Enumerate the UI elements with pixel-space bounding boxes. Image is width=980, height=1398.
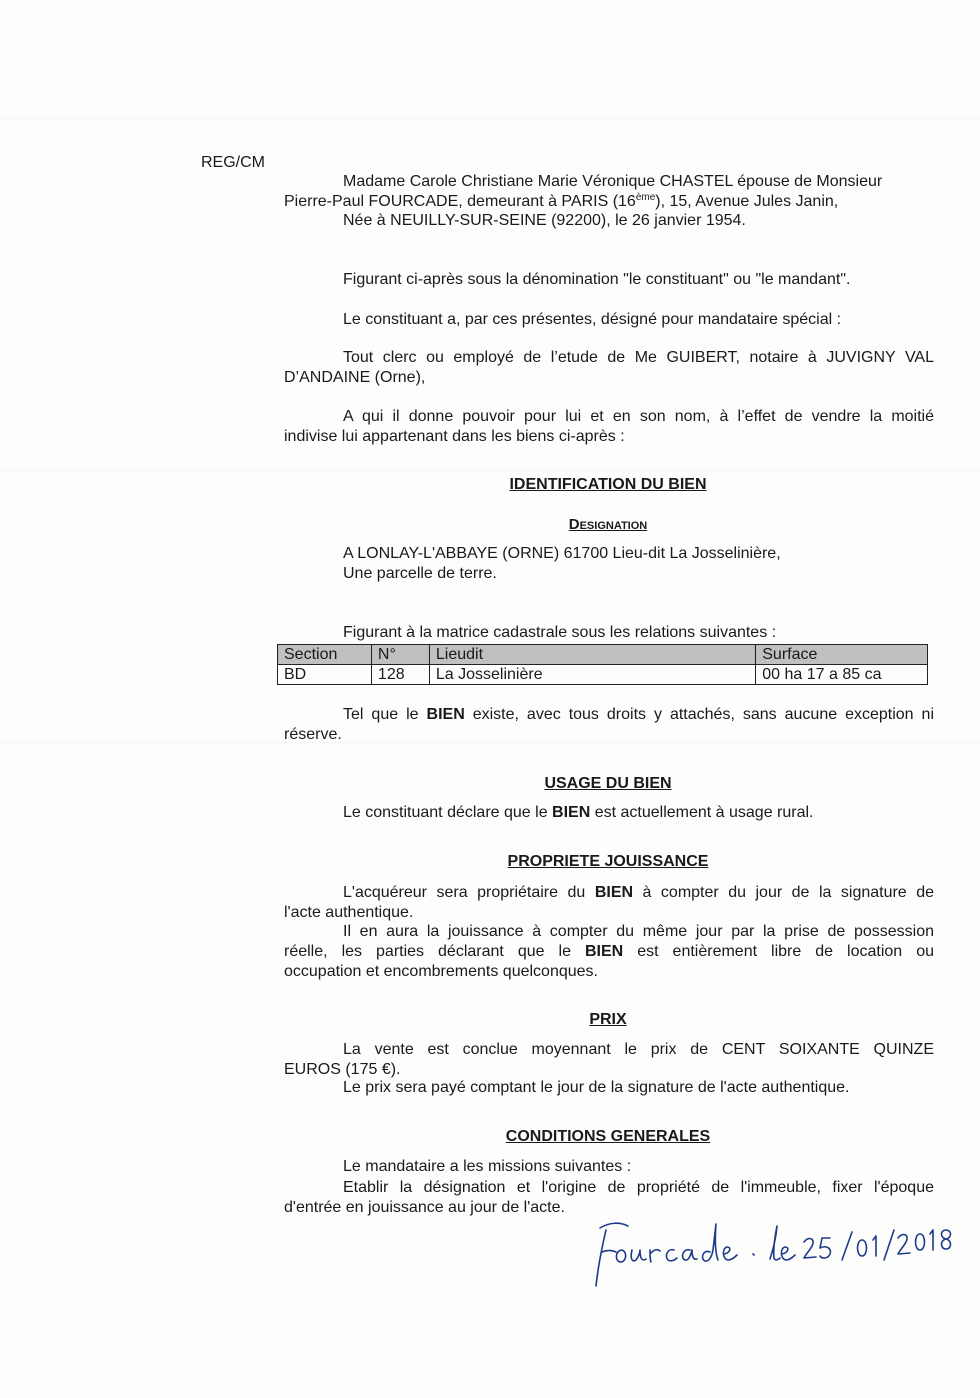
conditions-line-1: Etablir la désignation et l'origine de propriété de l'immeuble, fixer l'époque — [343, 1179, 934, 1196]
tel-que-line-2: réserve. — [284, 726, 342, 743]
cadastre-intro: Figurant à la matrice cadastrale sous les relations suivantes : — [343, 624, 777, 641]
tel-que-line-1 — [284, 705, 934, 725]
tel-que-text-end: existe, avec tous droits y attachés, sans aucune exception ni — [464, 706, 935, 723]
prix-line-1: La vente est conclue moyennant le prix de CENT SOIXANTE QUINZE — [343, 1041, 934, 1058]
propriete-line-2: l'acte authentique. — [284, 904, 414, 921]
pouvoir-line-1: A qui il donne pouvoir pour lui et en son nom, à l’effet de vendre la moitié — [343, 408, 934, 425]
pouvoir-line-2: indivise lui appartenant dans les biens ci-après : — [284, 428, 625, 445]
party-line-2-address: ), 15, Avenue Jules Janin, — [655, 193, 839, 210]
col-header-lieudit: Lieudit — [429, 645, 755, 665]
party-line-1: Madame Carole Christiane Marie Véronique CHASTEL épouse de Monsieur — [343, 173, 883, 190]
propriete-text-end: à compter du jour de la signature de — [633, 884, 934, 901]
jouissance-line-2 — [284, 942, 934, 962]
jouissance-text-end: est entièrement libre de location ou — [623, 943, 934, 960]
bien-bold: BIEN — [584, 943, 624, 960]
tel-que-paragraph — [284, 705, 934, 745]
usage-paragraph — [343, 804, 814, 822]
address-line-2: Une parcelle de terre. — [343, 565, 497, 582]
cell-surface: 00 ha 17 a 85 ca — [756, 665, 928, 685]
handwritten-signature — [580, 1202, 970, 1292]
cell-lieudit: La Josselinière — [429, 665, 755, 685]
constituant-paragraph: Le constituant a, par ces présentes, désigné pour mandataire spécial : — [343, 311, 842, 328]
usage-text: Le constituant déclare que le — [343, 804, 553, 821]
clerc-paragraph — [284, 348, 934, 388]
bien-bold: BIEN — [594, 884, 634, 901]
table-row — [278, 665, 928, 685]
col-header-section: Section — [278, 645, 372, 665]
scan-artifact — [0, 118, 980, 119]
address-line-1: A LONLAY-L'ABBAYE (ORNE) 61700 Lieu-dit La Josselinière, — [343, 545, 781, 562]
identification-heading: IDENTIFICATION DU BIEN — [509, 476, 707, 493]
prix-paragraph-2: Le prix sera payé comptant le jour de la signature de l'acte authentique. — [343, 1079, 850, 1096]
prix-line-2: EUROS (175 €). — [284, 1061, 401, 1078]
clerc-line-1: Tout clerc ou employé de l’etude de Me GUIBERT, notaire à JUVIGNY VAL — [343, 349, 934, 366]
jouissance-line-1: Il en aura la jouissance à compter du même jour par la prise de possession — [343, 923, 934, 940]
cell-section: BD — [278, 665, 372, 685]
scan-artifact — [0, 470, 980, 471]
propriete-paragraph-1 — [284, 883, 934, 923]
jouissance-text: réelle, les parties déclarant que le — [284, 943, 585, 960]
prix-paragraph-1 — [284, 1040, 934, 1080]
jouissance-line-3: occupation et encombrements quelconques. — [284, 963, 598, 980]
usage-heading: USAGE DU BIEN — [544, 775, 672, 792]
bien-bold: BIEN — [426, 706, 465, 723]
cell-numero: 128 — [371, 665, 429, 685]
prix-heading: PRIX — [589, 1011, 627, 1028]
table-header-row — [278, 645, 928, 665]
cadastre-table — [277, 644, 928, 685]
arrondissement-sup: ème — [635, 192, 656, 203]
conditions-line-2: d'entrée en jouissance au jour de l'acte. — [284, 1199, 565, 1216]
propriete-line-1 — [284, 883, 934, 903]
designation-heading: Designation — [568, 516, 648, 533]
col-header-numero: N° — [371, 645, 429, 665]
conditions-paragraph-1: Le mandataire a les missions suivantes : — [343, 1158, 632, 1175]
party-line-2 — [284, 193, 838, 211]
tel-que-text: Tel que le — [343, 706, 427, 723]
figurant-paragraph: Figurant ci-après sous la dénomination "le constituant" ou "le mandant". — [343, 271, 851, 288]
clerc-line-2: D’ANDAINE (Orne), — [284, 369, 426, 386]
usage-text-end: est actuellement à usage rural. — [590, 804, 814, 821]
propriete-heading: PROPRIETE JOUISSANCE — [507, 853, 709, 870]
propriete-text: L'acquéreur sera propriétaire du — [343, 884, 595, 901]
conditions-heading: CONDITIONS GENERALES — [505, 1128, 711, 1145]
col-header-surface: Surface — [756, 645, 928, 665]
party-line-3: Née à NEUILLY-SUR-SEINE (92200), le 26 janvier 1954. — [343, 212, 746, 229]
party-line-2-text: Pierre-Paul FOURCADE, demeurant à PARIS (16 — [284, 193, 636, 210]
reference-code: REG/CM — [201, 154, 265, 171]
pouvoir-paragraph — [284, 407, 934, 447]
bien-bold: BIEN — [552, 804, 591, 821]
propriete-paragraph-2 — [284, 922, 934, 982]
